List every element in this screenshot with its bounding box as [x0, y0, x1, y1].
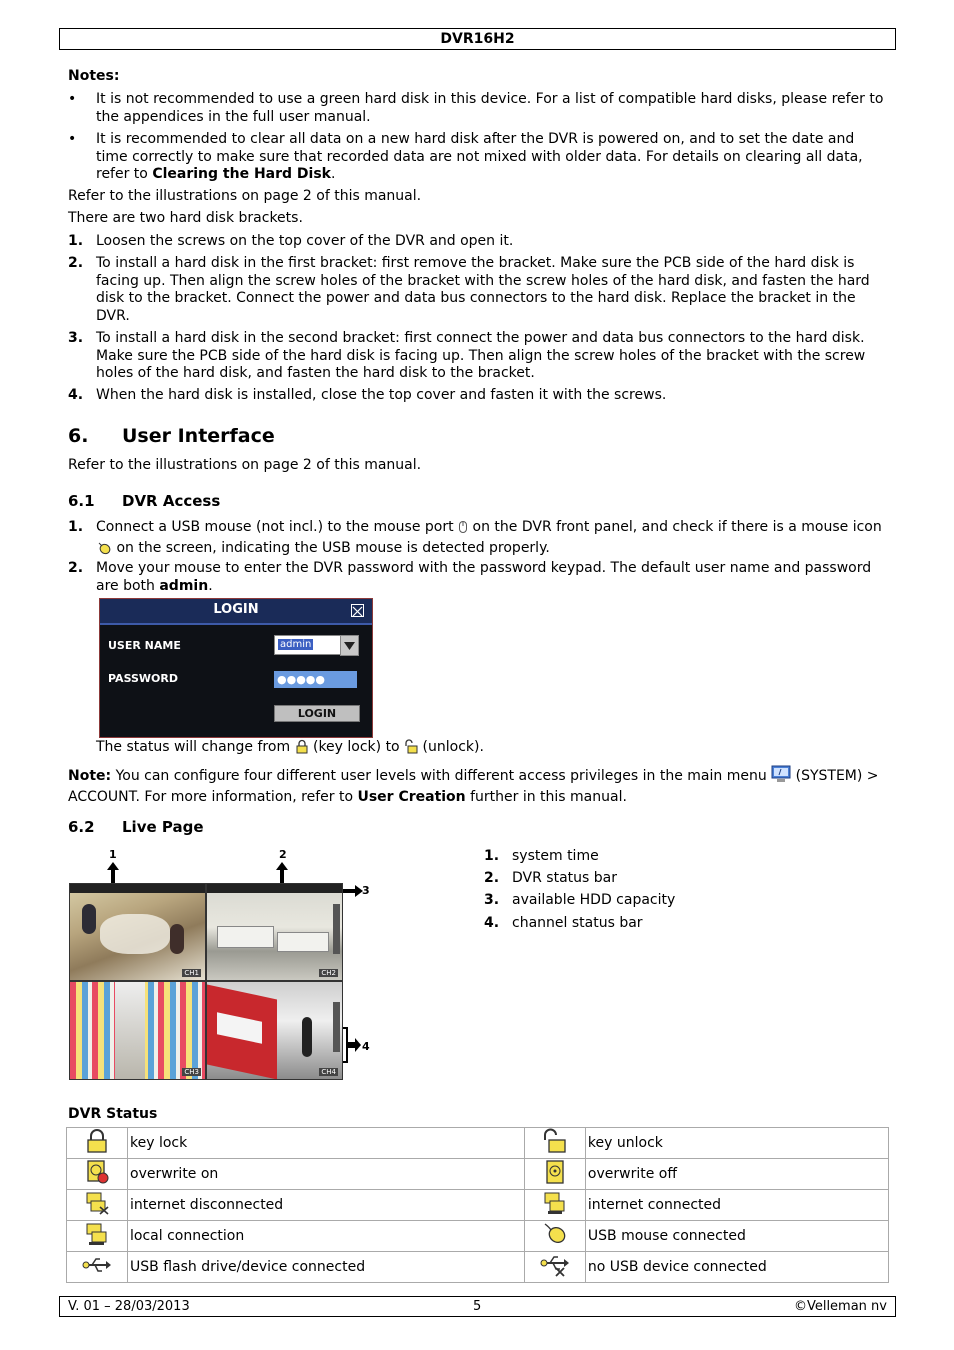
- status-label: no USB device connected: [585, 1252, 888, 1283]
- legend-number: 3.: [484, 892, 500, 908]
- table-row: [67, 1128, 889, 1159]
- local-connection-icon: [67, 1221, 128, 1252]
- status-text: (unlock).: [418, 739, 484, 755]
- key-unlock-icon: [404, 739, 418, 758]
- status-label: overwrite on: [128, 1159, 525, 1190]
- bullet-text: It is not recommended to use a green hard disk in this device. For a list of compatible hard disks, please refer to the appendices in the full user manual.: [96, 91, 884, 125]
- table-row: [67, 1221, 889, 1252]
- mouse-icon: [96, 541, 112, 561]
- key-unlock-icon: [524, 1128, 585, 1159]
- step-number: 2.: [68, 560, 84, 576]
- camera-view-1: [69, 883, 206, 981]
- status-label: key unlock: [585, 1128, 888, 1159]
- step-number: 3.: [68, 330, 84, 346]
- bracket-arrow-icon: [341, 1027, 361, 1063]
- username-value: admin: [280, 639, 312, 650]
- refer-text: Refer to the illustrations on page 2 of this manual.: [68, 188, 422, 204]
- step-text: To install a hard disk in the first bracket: first remove the bracket. Make sure the PCB side of the hard disk is facing up. Then align the screw holes of the bracket with the screw holes of the hard disk, and fasten the hard disk to the bracket. Connect the power and data bus connectors to the hard disk. Replace the bracket in the DVR.: [96, 255, 870, 324]
- usb-flash-icon: [67, 1252, 128, 1283]
- bullet-text-end: .: [330, 166, 336, 182]
- username-dropdown-button[interactable]: [340, 635, 359, 656]
- legend-item: [484, 915, 784, 935]
- password-field[interactable]: ●●●●●: [274, 671, 357, 688]
- camera-view-2: [206, 883, 343, 981]
- section-61-title: DVR Access: [122, 492, 221, 510]
- legend-text: available HDD capacity: [512, 892, 676, 908]
- status-label: USB mouse connected: [585, 1221, 888, 1252]
- legend-item: [484, 870, 784, 890]
- note-text: (SYSTEM) > ACCOUNT. For more information, refer to: [68, 768, 879, 805]
- header-title: DVR16H2: [440, 31, 515, 47]
- channel-label: CH3: [184, 1068, 199, 1076]
- page-header: [59, 28, 896, 50]
- footer-page-number: 5: [473, 1299, 482, 1314]
- status-label: USB flash drive/device connected: [128, 1252, 525, 1283]
- legend-text: DVR status bar: [512, 870, 617, 886]
- step-bold: admin: [159, 577, 209, 594]
- login-dialog: [99, 598, 373, 738]
- table-row: [67, 1159, 889, 1190]
- section-62-title: Live Page: [122, 818, 204, 836]
- channel-label: CH1: [184, 969, 199, 977]
- status-text: (key lock) to: [308, 739, 405, 755]
- legend-number: 2.: [484, 870, 500, 886]
- overwrite-off-icon: [524, 1159, 585, 1190]
- note-bold: User Creation: [357, 789, 466, 805]
- step-text-end: .: [208, 577, 213, 594]
- page-footer: [59, 1296, 896, 1317]
- mouse-port-icon: [458, 520, 468, 540]
- step-text: on the DVR front panel, and check if there is a mouse icon: [468, 519, 882, 535]
- note-label: Note:: [68, 768, 112, 784]
- note-text: further in this manual.: [465, 789, 627, 805]
- dvr-status-heading: DVR Status: [68, 1106, 158, 1122]
- bullet-text: It is recommended to clear all data on a new hard disk after the DVR is powered on, and to set the date and time correctly to make sure that recorded data are not mixed with older data. For details on clearing all data, refer to: [96, 131, 863, 182]
- callout-3: 3: [362, 884, 370, 897]
- close-icon[interactable]: [351, 604, 364, 617]
- login-title: LOGIN: [213, 602, 259, 617]
- note-text: You can configure four different user levels with different access privileges in the main menu: [111, 768, 772, 784]
- system-time-bar: [70, 884, 205, 893]
- callout-4: 4: [362, 1040, 370, 1053]
- callout-1: 1: [109, 848, 117, 861]
- login-button[interactable]: LOGIN: [274, 705, 360, 722]
- bullet-bold-ref: Clearing the Hard Disk: [152, 166, 331, 182]
- arrow-right-icon: [341, 885, 363, 897]
- step-text: Loosen the screws on the top cover of the DVR and open it.: [96, 233, 514, 249]
- key-lock-icon: [67, 1128, 128, 1159]
- legend-text: channel status bar: [512, 915, 643, 931]
- step-text: To install a hard disk in the second bracket: first connect the power and data bus connectors to the hard disk. Make sure the PCB side of the hard disk is facing up. Then align the screw holes of the bracket with the screw holes of the hard disk, and fasten the hard disk to the bracket.: [96, 330, 866, 381]
- channel-status-bar: [333, 904, 340, 954]
- step-number: 4.: [68, 387, 84, 403]
- internet-connected-icon: [524, 1190, 585, 1221]
- legend-number: 1.: [484, 848, 500, 864]
- legend-number: 4.: [484, 915, 500, 931]
- notes-bullet: • It is not recommended to use a green hard disk in this device. For a list of compatible hard disks, please refer to the appendices in the full user manual.: [68, 91, 884, 125]
- login-title-bar: [100, 599, 372, 625]
- step-number: 2.: [68, 255, 84, 271]
- channel-label: CH2: [321, 969, 336, 977]
- footer-brand: ©Velleman nv: [793, 1299, 887, 1314]
- chevron-down-icon: [341, 636, 358, 655]
- status-label: internet connected: [585, 1190, 888, 1221]
- camera-view-3: [69, 981, 206, 1080]
- username-field[interactable]: [274, 635, 341, 655]
- password-label: PASSWORD: [108, 672, 179, 685]
- step-text: When the hard disk is installed, close the top cover and fasten it with the screws.: [96, 387, 667, 403]
- notes-bullet: • It is recommended to clear all data on a new hard disk after the DVR is powered on, and to set the date and time correctly to make sure that recorded data are not mixed with older data. For details on clearing all data, refer to Clearing the Hard Disk.: [68, 131, 863, 182]
- camera-view-4: [206, 981, 343, 1080]
- overwrite-on-icon: [67, 1159, 128, 1190]
- step-text: Move your mouse to enter the DVR password with the password keypad. The default user name and password are both: [96, 560, 872, 594]
- section-62-number: 6.2: [68, 818, 95, 836]
- channel-label: CH4: [321, 1068, 336, 1076]
- usb-mouse-icon: [524, 1221, 585, 1252]
- footer-version: V. 01 – 28/03/2013: [68, 1299, 190, 1314]
- brackets-text: There are two hard disk brackets.: [68, 210, 303, 226]
- dvr-status-table: [66, 1127, 889, 1283]
- dvr-status-bar: [207, 884, 342, 893]
- table-row: [67, 1190, 889, 1221]
- status-change-text: [96, 739, 876, 758]
- section-6-title: User Interface: [122, 425, 275, 447]
- step-text: Connect a USB mouse (not incl.) to the mouse port: [96, 519, 459, 535]
- step-number: 1.: [68, 519, 84, 535]
- username-label: USER NAME: [108, 639, 181, 652]
- section-61-number: 6.1: [68, 492, 95, 510]
- status-label: local connection: [128, 1221, 525, 1252]
- step-number: 1.: [68, 233, 84, 249]
- table-row: [67, 1252, 889, 1283]
- section-6-refer: Refer to the illustrations on page 2 of this manual.: [68, 457, 422, 473]
- status-text: The status will change from: [96, 739, 295, 755]
- legend-item: [484, 892, 784, 912]
- account-note: [68, 765, 888, 806]
- legend-text: system time: [512, 848, 599, 864]
- system-menu-icon: [771, 765, 791, 788]
- no-usb-icon: [524, 1252, 585, 1283]
- callout-2: 2: [279, 848, 287, 861]
- legend-item: [484, 848, 784, 868]
- step-text: on the screen, indicating the USB mouse is detected properly.: [112, 539, 550, 556]
- status-label: key lock: [128, 1128, 525, 1159]
- status-label: internet disconnected: [128, 1190, 525, 1221]
- notes-heading: Notes:: [68, 68, 120, 84]
- channel-status-bar: [333, 1002, 340, 1052]
- status-label: overwrite off: [585, 1159, 888, 1190]
- key-lock-icon: [295, 739, 309, 758]
- live-page-illustration: [69, 848, 379, 1080]
- internet-disconnected-icon: [67, 1190, 128, 1221]
- section-6-number: 6.: [68, 425, 89, 447]
